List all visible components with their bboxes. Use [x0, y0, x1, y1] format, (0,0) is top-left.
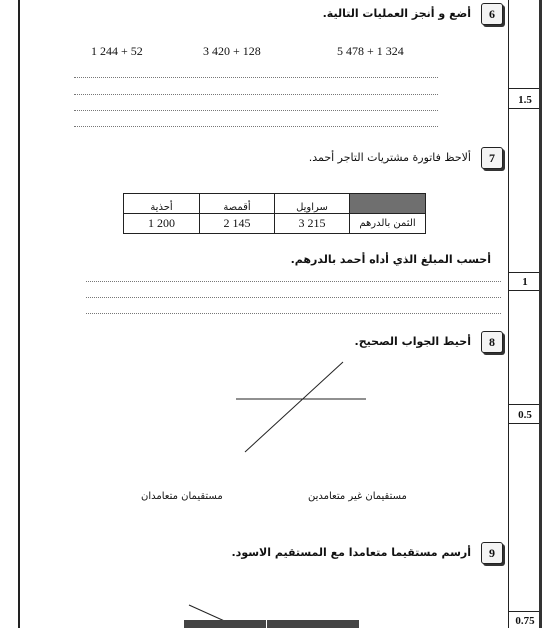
- q6-score: 1.5: [518, 94, 532, 106]
- q6-number-badge: 6: [481, 3, 503, 25]
- q9-instruction: أرسم مستقيما متعامدا مع المستقيم الاسود.: [231, 546, 471, 559]
- table-header-cell: أقمصة: [200, 194, 275, 214]
- option-not-perpendicular[interactable]: مستقيمان غير متعامدين: [308, 491, 407, 502]
- q9-number-badge: 9: [481, 542, 503, 564]
- table-value-cell: 2 145: [200, 214, 275, 234]
- table-value-cell: 3 215: [275, 214, 350, 234]
- q9-score: 0.75: [515, 615, 535, 627]
- q7-subquestion: أحسب المبلغ الذي أداه أحمد بالدرهم.: [290, 253, 491, 266]
- q7-number-badge: 7: [481, 147, 503, 169]
- q6-instruction: أضع و أنجز العمليات التالية.: [322, 7, 471, 20]
- q8-score: 0.5: [518, 409, 532, 421]
- table-header-cell: سراويل: [275, 194, 350, 214]
- bottom-dark-bar: [267, 620, 359, 628]
- q7-score: 1: [522, 276, 528, 288]
- q7-instruction: ألاحظ فاتورة مشتريات التاجر أحمد.: [308, 151, 471, 164]
- q8-number-badge: 8: [481, 331, 503, 353]
- q6-operation-1: 1 244 + 52: [91, 44, 143, 58]
- table-header-cell: أحذية: [124, 194, 200, 214]
- table-row-label: الثمن بالدرهم: [350, 214, 426, 234]
- bottom-dark-bar: [184, 620, 266, 628]
- option-perpendicular[interactable]: مستقيمان متعامدان: [141, 491, 223, 502]
- q6-operation-3: 5 478 + 1 324: [337, 44, 404, 58]
- table-value-cell: 1 200: [124, 214, 200, 234]
- oblique-line: [245, 362, 343, 452]
- q8-instruction: أحيط الجواب الصحيح.: [354, 335, 471, 348]
- q6-operation-2: 3 420 + 128: [203, 44, 261, 58]
